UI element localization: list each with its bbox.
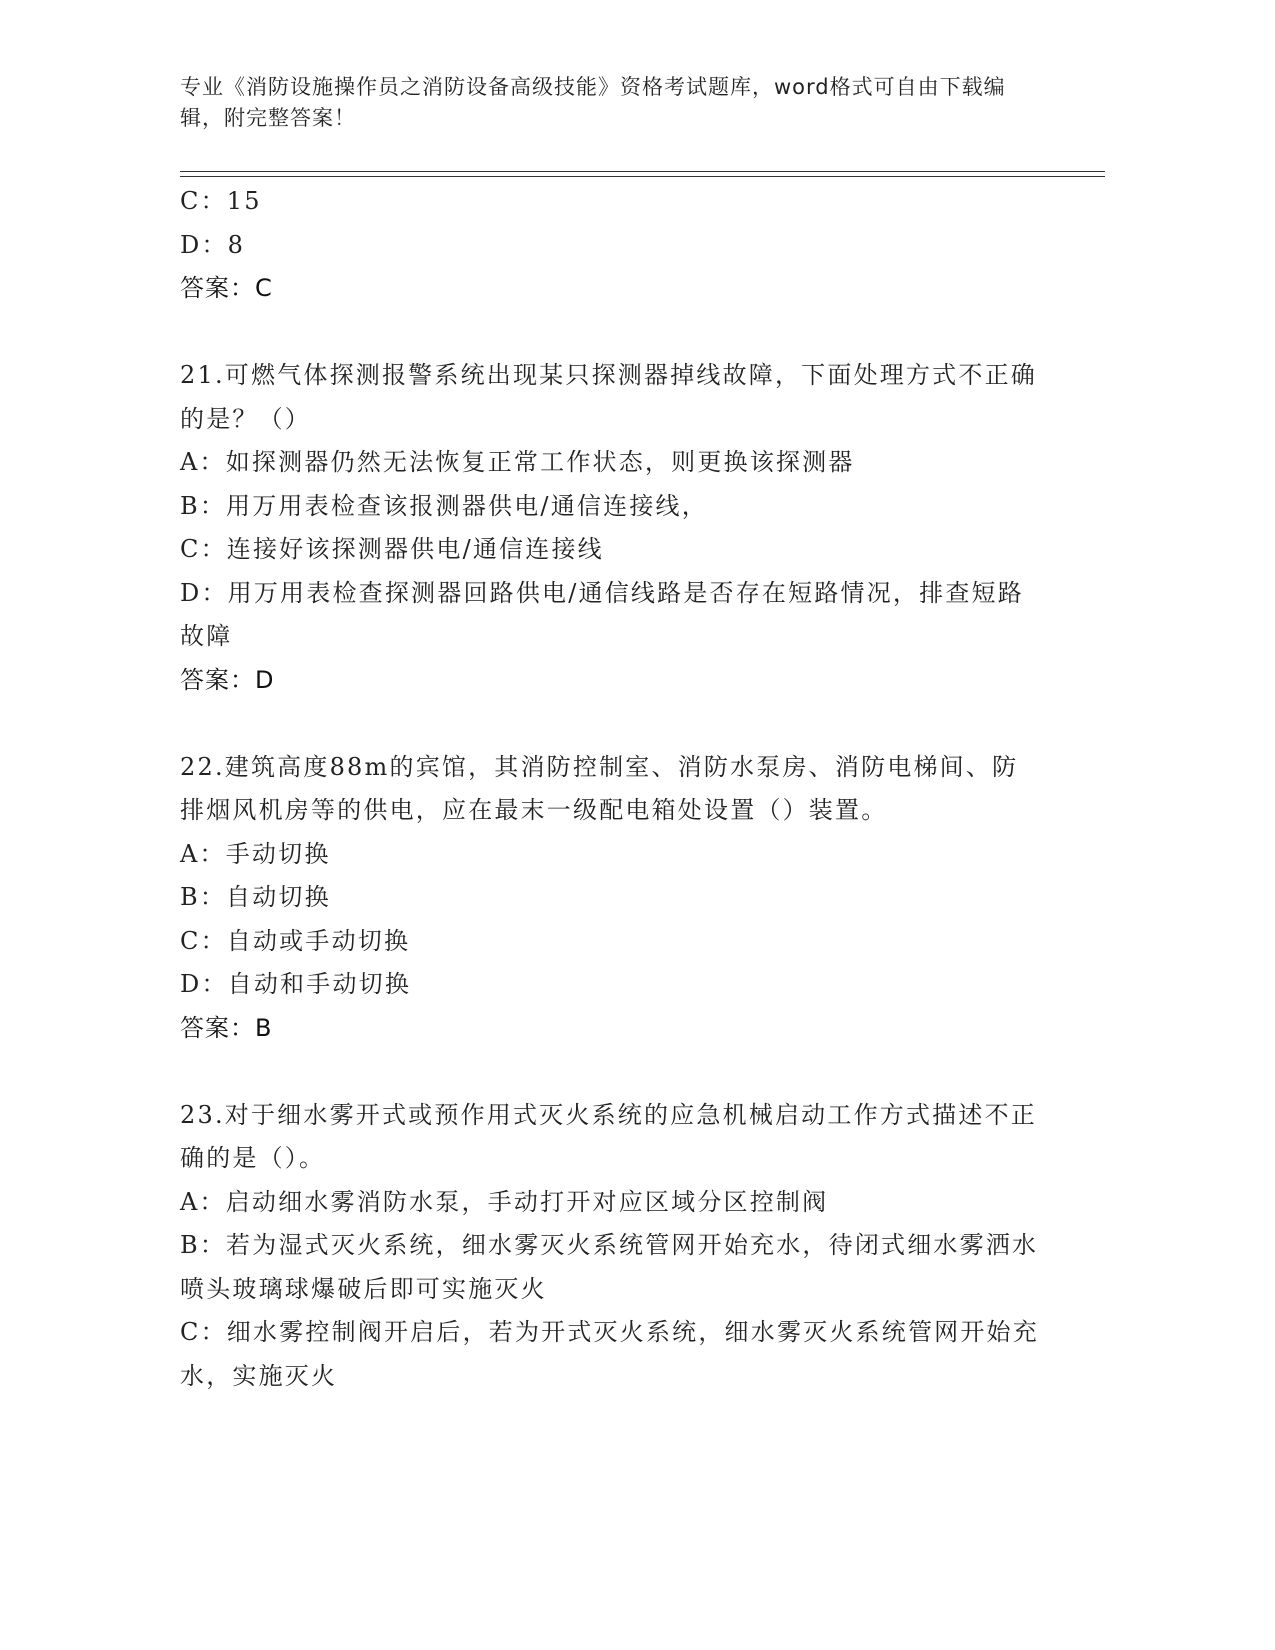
spacer xyxy=(180,311,1040,355)
header-divider-top xyxy=(180,171,1105,172)
question-21 xyxy=(180,354,1040,702)
question-stem: 21.可燃气体探测报警系统出现某只探测器掉线故障，下面处理方式不正确的是？（） xyxy=(180,361,1037,433)
question-stem: 23.对于细水雾开式或预作用式灭火系统的应急机械启动工作方式描述不正确的是（）。 xyxy=(180,1100,1037,1172)
question-23 xyxy=(180,1094,1040,1399)
option-d: D：自动和手动切换 xyxy=(180,970,412,998)
option-d: D：8 xyxy=(180,230,246,259)
spacer xyxy=(180,1050,1040,1094)
option-b: B：若为湿式灭火系统，细水雾灭火系统管网开始充水，待闭式细水雾洒水喷头玻璃球爆破后即可实施灭火 xyxy=(180,1231,1039,1303)
option-b: B：自动切换 xyxy=(180,883,331,911)
document-header: 专业《消防设施操作员之消防设备高级技能》资格考试题库，word格式可自由下载编辑，附完整答案！ xyxy=(180,75,1006,130)
option-c: C：自动或手动切换 xyxy=(180,926,411,955)
header-divider-bottom xyxy=(180,176,1105,177)
question-22 xyxy=(180,746,1040,1051)
option-a: A：启动细水雾消防水泵，手动打开对应区域分区控制阀 xyxy=(180,1187,829,1216)
option-c: C：15 xyxy=(180,187,262,215)
answer-line: 答案：D xyxy=(180,665,275,694)
option-c: C：连接好该探测器供电/通信连接线 xyxy=(180,535,604,563)
option-a: A：如探测器仍然无法恢复正常工作状态，则更换该探测器 xyxy=(180,448,855,476)
option-c: C：细水雾控制阀开启后，若为开式灭火系统，细水雾灭火系统管网开始充水，实施灭火 xyxy=(180,1318,1039,1390)
question-list xyxy=(180,180,1040,1398)
option-a: A：手动切换 xyxy=(180,839,331,868)
previous-question-tail xyxy=(180,180,1040,311)
answer-line: 答案：C xyxy=(180,274,273,302)
option-d: D：用万用表检查探测器回路供电/通信线路是否存在短路情况，排查短路故障 xyxy=(180,578,1024,650)
question-stem: 22.建筑高度88m的宾馆，其消防控制室、消防水泵房、消防电梯间、防排烟风机房等的供电，应在最末一级配电箱处设置（）装置。 xyxy=(180,752,1019,824)
option-b: B：用万用表检查该报测器供电/通信连接线， xyxy=(180,491,708,520)
spacer xyxy=(180,702,1040,746)
answer-line: 答案：B xyxy=(180,1013,273,1042)
